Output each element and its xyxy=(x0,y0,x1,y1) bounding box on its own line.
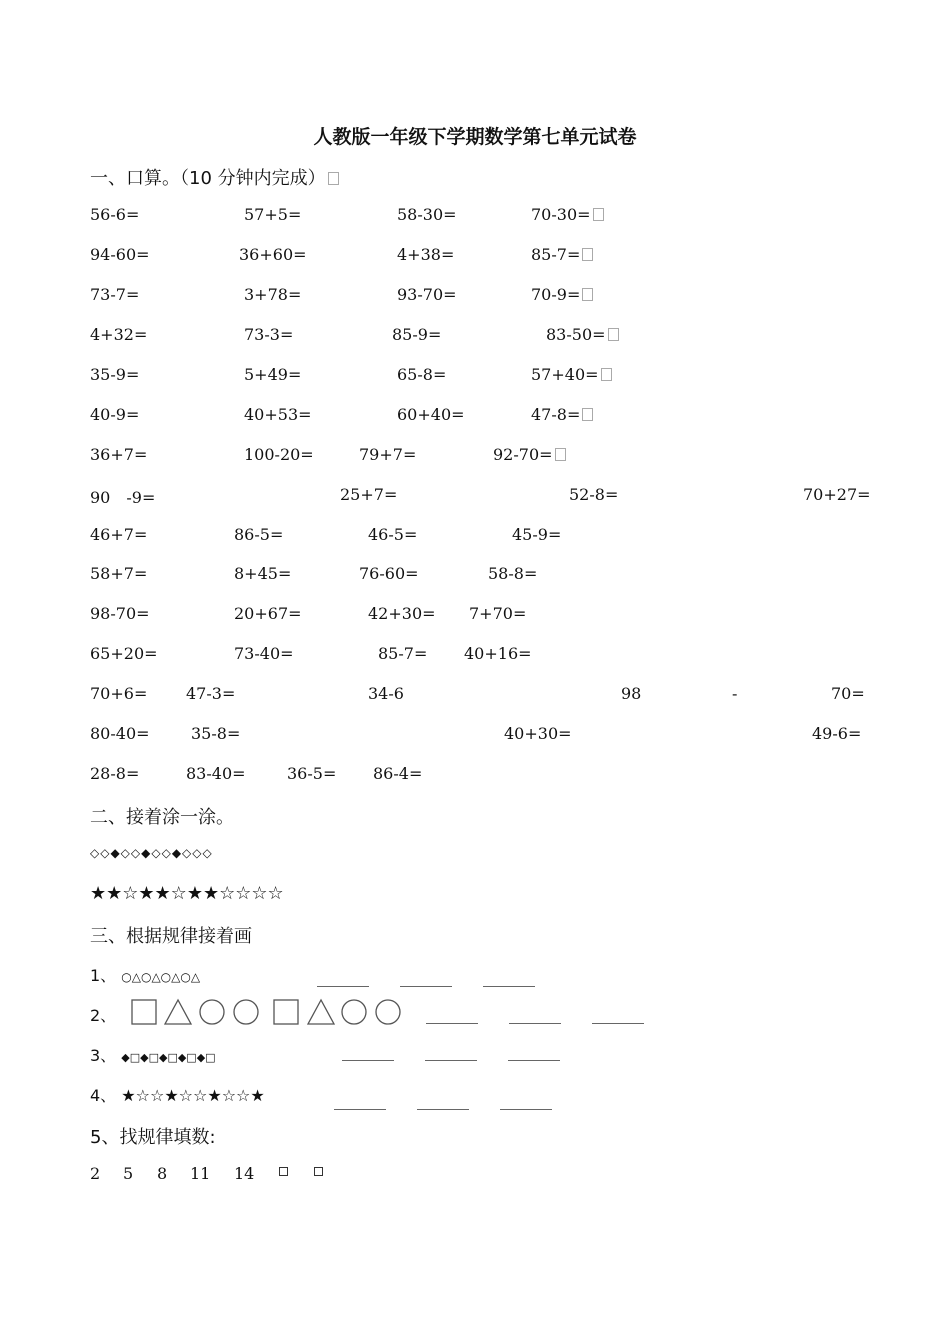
square-shape xyxy=(274,1000,298,1024)
calc-expression: 65-8= xyxy=(397,365,447,384)
calc-row xyxy=(0,604,950,628)
calc-expression: 70-30= xyxy=(531,205,604,224)
calc-expression: 98 xyxy=(621,684,642,703)
calc-expression: 86-5= xyxy=(234,525,284,544)
calc-expression: 79+7= xyxy=(359,445,417,464)
calc-expression: 46+7= xyxy=(90,525,148,544)
calc-expression: 42+30= xyxy=(368,604,436,623)
calc-row xyxy=(0,325,950,349)
calc-expression: 85-7= xyxy=(378,644,428,663)
calc-expression: 73-3= xyxy=(244,325,294,344)
pattern-item-1 xyxy=(90,963,200,986)
calc-row xyxy=(0,285,950,309)
blank-box xyxy=(582,288,593,301)
calc-expression: 85-7= xyxy=(531,245,593,264)
calc-expression: 40+30= xyxy=(504,724,572,743)
calc-expression: 73-7= xyxy=(90,285,140,304)
circle-shape xyxy=(376,1000,400,1024)
pattern-item-4 xyxy=(90,1083,265,1106)
answer-line xyxy=(592,1023,644,1024)
sequence-number: 14 xyxy=(234,1164,255,1183)
sequence-number: 2 xyxy=(90,1164,101,1183)
calc-row xyxy=(0,564,950,588)
calc-expression: 45-9= xyxy=(512,525,562,544)
answer-line xyxy=(417,1109,469,1110)
calc-expression: 35-8= xyxy=(191,724,241,743)
calc-expression: 60+40= xyxy=(397,405,465,424)
circle-triangle-pattern: ○△○△○△○△ xyxy=(121,970,201,984)
calc-expression: 40+16= xyxy=(464,644,532,663)
answer-line xyxy=(334,1109,386,1110)
calc-expression: 65+20= xyxy=(90,644,158,663)
sequence-number: 8 xyxy=(157,1164,168,1183)
star-sequence: ★☆☆★☆☆★☆☆★ xyxy=(121,1086,265,1105)
pattern-item-2 xyxy=(90,1003,116,1026)
diamond-square-pattern: ◆□◆□◆□◆□◆□ xyxy=(121,1051,216,1064)
calc-expression: 20+67= xyxy=(234,604,302,623)
answer-line xyxy=(425,1060,477,1061)
answer-line xyxy=(400,986,452,987)
calc-expression: 94-60= xyxy=(90,245,150,264)
pattern-item-3 xyxy=(90,1043,216,1066)
blank-box xyxy=(328,172,339,185)
sequence-number: 5 xyxy=(123,1164,134,1183)
calc-row xyxy=(0,684,950,708)
calc-row xyxy=(0,525,950,549)
answer-line xyxy=(508,1060,560,1061)
calc-expression: 93-70= xyxy=(397,285,457,304)
calc-expression: 73-40= xyxy=(234,644,294,663)
calc-expression: 49-6= xyxy=(812,724,862,743)
section1-heading xyxy=(90,164,339,190)
calc-expression: 46-5= xyxy=(368,525,418,544)
calc-expression: 57+40= xyxy=(531,365,612,384)
item-4-label: 4、 xyxy=(90,1086,117,1105)
answer-line xyxy=(342,1060,394,1061)
calc-expression: 40+53= xyxy=(244,405,312,424)
item-2-label: 2、 xyxy=(90,1006,117,1025)
calc-expression: 58+7= xyxy=(90,564,148,583)
calc-expression: 8+45= xyxy=(234,564,292,583)
answer-line xyxy=(500,1109,552,1110)
square-shape xyxy=(132,1000,156,1024)
calc-expression: 85-9= xyxy=(392,325,442,344)
sequence-number: 11 xyxy=(190,1164,211,1183)
star-pattern: ★★☆★★☆★★☆☆☆☆ xyxy=(90,883,284,904)
calc-expression: 83-40= xyxy=(186,764,246,783)
calc-expression: 76-60= xyxy=(359,564,419,583)
blank-box xyxy=(601,368,612,381)
answer-line xyxy=(317,986,369,987)
calc-expression: 36-5= xyxy=(287,764,337,783)
calc-expression: 35-9= xyxy=(90,365,140,384)
answer-line xyxy=(426,1023,478,1024)
calc-row xyxy=(0,365,950,389)
calc-expression: 4+38= xyxy=(397,245,455,264)
calc-expression: 70-9= xyxy=(531,285,593,304)
calc-expression: 90 -9= xyxy=(90,488,156,507)
calc-expression: 83-50= xyxy=(546,325,619,344)
calc-row xyxy=(0,245,950,269)
blank-box xyxy=(608,328,619,341)
calc-expression: 47-3= xyxy=(186,684,236,703)
blank-box xyxy=(593,208,604,221)
calc-expression: 70+6= xyxy=(90,684,148,703)
calc-expression: 92-70= xyxy=(493,445,566,464)
calc-row xyxy=(0,405,950,429)
calc-expression: 56-6= xyxy=(90,205,140,224)
triangle-shape xyxy=(308,1000,334,1024)
calc-row xyxy=(0,205,950,229)
calc-expression: 47-8= xyxy=(531,405,593,424)
page-title: 人教版一年级下学期数学第七单元试卷 xyxy=(313,126,637,148)
triangle-shape xyxy=(165,1000,191,1024)
calc-expression: 36+60= xyxy=(239,245,307,264)
calc-expression: 7+70= xyxy=(469,604,527,623)
calc-expression: 70+27= xyxy=(803,485,871,504)
calc-expression: 86-4= xyxy=(373,764,423,783)
blank-box xyxy=(582,408,593,421)
calc-row xyxy=(0,724,950,748)
calc-expression: 36+7= xyxy=(90,445,148,464)
calc-expression: 80-40= xyxy=(90,724,150,743)
item-5-label: 5、找规律填数: xyxy=(90,1127,216,1148)
calc-expression: 28-8= xyxy=(90,764,140,783)
answer-line xyxy=(483,986,535,987)
answer-line xyxy=(509,1023,561,1024)
diamond-pattern: ◇◇◆◇◇◆◇◇◆◇◇◇ xyxy=(90,846,213,860)
calc-expression: 5+49= xyxy=(244,365,302,384)
calc-expression: 52-8= xyxy=(569,485,619,504)
number-sequence xyxy=(0,1164,950,1188)
calc-expression: 4+32= xyxy=(90,325,148,344)
calc-row xyxy=(0,764,950,788)
circle-shape xyxy=(234,1000,258,1024)
section3-heading: 三、根据规律接着画 xyxy=(90,926,252,947)
item-1-label: 1、 xyxy=(90,966,117,985)
calc-row xyxy=(0,445,950,469)
calc-expression: 100-20= xyxy=(244,445,314,464)
blank-box xyxy=(582,248,593,261)
calc-expression: 98-70= xyxy=(90,604,150,623)
blank-box xyxy=(555,448,566,461)
section1-heading-text: 一、口算。（10 分钟内完成） xyxy=(90,168,326,189)
calc-expression: 70= xyxy=(831,684,865,703)
calc-expression: 34-6 xyxy=(368,684,404,703)
calc-row xyxy=(0,644,950,668)
item-3-label: 3、 xyxy=(90,1046,117,1065)
section2-heading: 二、接着涂一涂。 xyxy=(90,807,234,828)
circle-shape xyxy=(200,1000,224,1024)
calc-expression: 25+7= xyxy=(340,485,398,504)
calc-expression: 58-8= xyxy=(488,564,538,583)
calc-expression: 57+5= xyxy=(244,205,302,224)
circle-shape xyxy=(342,1000,366,1024)
calc-expression: - xyxy=(732,684,738,703)
calc-expression: 58-30= xyxy=(397,205,457,224)
calc-expression: 40-9= xyxy=(90,405,140,424)
shape-sequence xyxy=(130,998,405,1026)
calc-row xyxy=(0,485,950,509)
calc-expression: 3+78= xyxy=(244,285,302,304)
